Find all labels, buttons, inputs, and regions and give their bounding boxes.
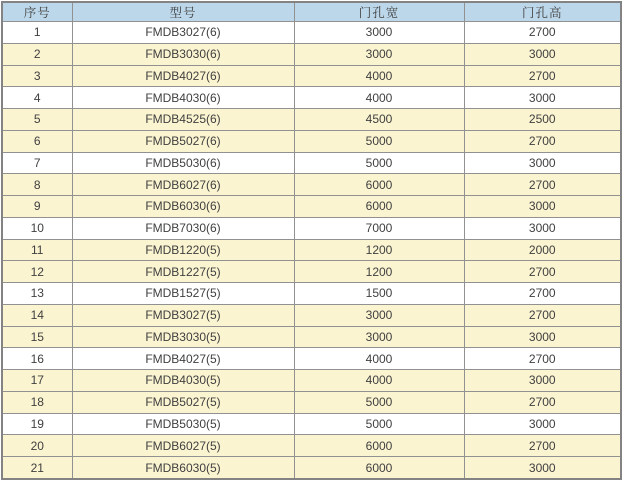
column-header-door-width: 门孔宽 bbox=[294, 2, 464, 22]
cell-door-height: 2000 bbox=[464, 239, 621, 261]
spec-table bbox=[1, 1, 622, 480]
table-row bbox=[2, 457, 621, 480]
cell-model: FMDB6027(5) bbox=[72, 435, 294, 457]
cell-door-height: 2700 bbox=[464, 283, 621, 305]
table-row bbox=[2, 239, 621, 261]
cell-serial: 4 bbox=[2, 87, 72, 109]
cell-model: FMDB6027(6) bbox=[72, 174, 294, 196]
cell-door-height: 2700 bbox=[464, 22, 621, 44]
cell-door-width: 1200 bbox=[294, 239, 464, 261]
column-header-model: 型号 bbox=[72, 2, 294, 22]
cell-model: FMDB4027(5) bbox=[72, 348, 294, 370]
cell-model: FMDB6030(5) bbox=[72, 457, 294, 480]
cell-serial: 19 bbox=[2, 413, 72, 435]
cell-door-height: 2700 bbox=[464, 174, 621, 196]
cell-model: FMDB4030(6) bbox=[72, 87, 294, 109]
cell-door-height: 2700 bbox=[464, 348, 621, 370]
table-row bbox=[2, 65, 621, 87]
cell-door-height: 3000 bbox=[464, 152, 621, 174]
cell-serial: 13 bbox=[2, 283, 72, 305]
cell-model: FMDB3030(6) bbox=[72, 43, 294, 65]
cell-model: FMDB1220(5) bbox=[72, 239, 294, 261]
cell-door-width: 4000 bbox=[294, 87, 464, 109]
cell-serial: 17 bbox=[2, 370, 72, 392]
header-row bbox=[2, 2, 621, 22]
cell-serial: 5 bbox=[2, 109, 72, 131]
cell-serial: 21 bbox=[2, 457, 72, 480]
cell-serial: 18 bbox=[2, 391, 72, 413]
cell-serial: 9 bbox=[2, 196, 72, 218]
cell-door-width: 3000 bbox=[294, 326, 464, 348]
cell-door-width: 6000 bbox=[294, 457, 464, 480]
table-row bbox=[2, 130, 621, 152]
table-row bbox=[2, 261, 621, 283]
cell-model: FMDB5030(5) bbox=[72, 413, 294, 435]
cell-model: FMDB5027(6) bbox=[72, 130, 294, 152]
cell-door-width: 4500 bbox=[294, 109, 464, 131]
cell-door-width: 5000 bbox=[294, 152, 464, 174]
table-row bbox=[2, 435, 621, 457]
cell-door-height: 2700 bbox=[464, 391, 621, 413]
cell-door-height: 3000 bbox=[464, 457, 621, 480]
cell-door-height: 3000 bbox=[464, 196, 621, 218]
cell-model: FMDB5027(5) bbox=[72, 391, 294, 413]
table-row bbox=[2, 87, 621, 109]
cell-door-height: 2700 bbox=[464, 65, 621, 87]
cell-door-width: 4000 bbox=[294, 370, 464, 392]
cell-model: FMDB4525(6) bbox=[72, 109, 294, 131]
cell-serial: 10 bbox=[2, 217, 72, 239]
cell-door-width: 4000 bbox=[294, 65, 464, 87]
table-row bbox=[2, 196, 621, 218]
cell-door-width: 5000 bbox=[294, 391, 464, 413]
cell-model: FMDB3027(5) bbox=[72, 304, 294, 326]
cell-model: FMDB4030(5) bbox=[72, 370, 294, 392]
cell-model: FMDB5030(6) bbox=[72, 152, 294, 174]
cell-door-height: 3000 bbox=[464, 87, 621, 109]
table-row bbox=[2, 22, 621, 44]
cell-door-height: 3000 bbox=[464, 43, 621, 65]
cell-door-width: 3000 bbox=[294, 22, 464, 44]
table-row bbox=[2, 391, 621, 413]
cell-door-height: 2500 bbox=[464, 109, 621, 131]
cell-model: FMDB7030(6) bbox=[72, 217, 294, 239]
column-header-door-height: 门孔高 bbox=[464, 2, 621, 22]
table-row bbox=[2, 152, 621, 174]
cell-serial: 14 bbox=[2, 304, 72, 326]
cell-door-width: 6000 bbox=[294, 435, 464, 457]
cell-door-height: 3000 bbox=[464, 326, 621, 348]
cell-serial: 20 bbox=[2, 435, 72, 457]
cell-serial: 15 bbox=[2, 326, 72, 348]
cell-door-height: 3000 bbox=[464, 370, 621, 392]
cell-serial: 12 bbox=[2, 261, 72, 283]
cell-serial: 2 bbox=[2, 43, 72, 65]
cell-serial: 8 bbox=[2, 174, 72, 196]
cell-door-height: 2700 bbox=[464, 130, 621, 152]
cell-door-width: 6000 bbox=[294, 174, 464, 196]
table-row bbox=[2, 348, 621, 370]
cell-model: FMDB3030(5) bbox=[72, 326, 294, 348]
cell-serial: 11 bbox=[2, 239, 72, 261]
cell-model: FMDB4027(6) bbox=[72, 65, 294, 87]
table-row bbox=[2, 304, 621, 326]
cell-door-height: 3000 bbox=[464, 217, 621, 239]
cell-model: FMDB1527(5) bbox=[72, 283, 294, 305]
cell-door-width: 3000 bbox=[294, 304, 464, 326]
cell-door-width: 5000 bbox=[294, 130, 464, 152]
cell-serial: 3 bbox=[2, 65, 72, 87]
column-header-serial: 序号 bbox=[2, 2, 72, 22]
cell-door-height: 2700 bbox=[464, 435, 621, 457]
cell-door-height: 2700 bbox=[464, 304, 621, 326]
table-row bbox=[2, 326, 621, 348]
cell-door-height: 2700 bbox=[464, 261, 621, 283]
cell-door-width: 6000 bbox=[294, 196, 464, 218]
cell-door-height: 3000 bbox=[464, 413, 621, 435]
cell-serial: 6 bbox=[2, 130, 72, 152]
cell-door-width: 1500 bbox=[294, 283, 464, 305]
cell-door-width: 4000 bbox=[294, 348, 464, 370]
cell-model: FMDB6030(6) bbox=[72, 196, 294, 218]
cell-door-width: 7000 bbox=[294, 217, 464, 239]
table-row bbox=[2, 283, 621, 305]
cell-model: FMDB1227(5) bbox=[72, 261, 294, 283]
table-body bbox=[2, 22, 621, 480]
table-row bbox=[2, 413, 621, 435]
cell-serial: 7 bbox=[2, 152, 72, 174]
cell-serial: 1 bbox=[2, 22, 72, 44]
cell-serial: 16 bbox=[2, 348, 72, 370]
table-row bbox=[2, 370, 621, 392]
cell-door-width: 5000 bbox=[294, 413, 464, 435]
table-row bbox=[2, 174, 621, 196]
table-header bbox=[2, 2, 621, 22]
table-row bbox=[2, 43, 621, 65]
table-row bbox=[2, 109, 621, 131]
cell-model: FMDB3027(6) bbox=[72, 22, 294, 44]
cell-door-width: 3000 bbox=[294, 43, 464, 65]
table-row bbox=[2, 217, 621, 239]
cell-door-width: 1200 bbox=[294, 261, 464, 283]
